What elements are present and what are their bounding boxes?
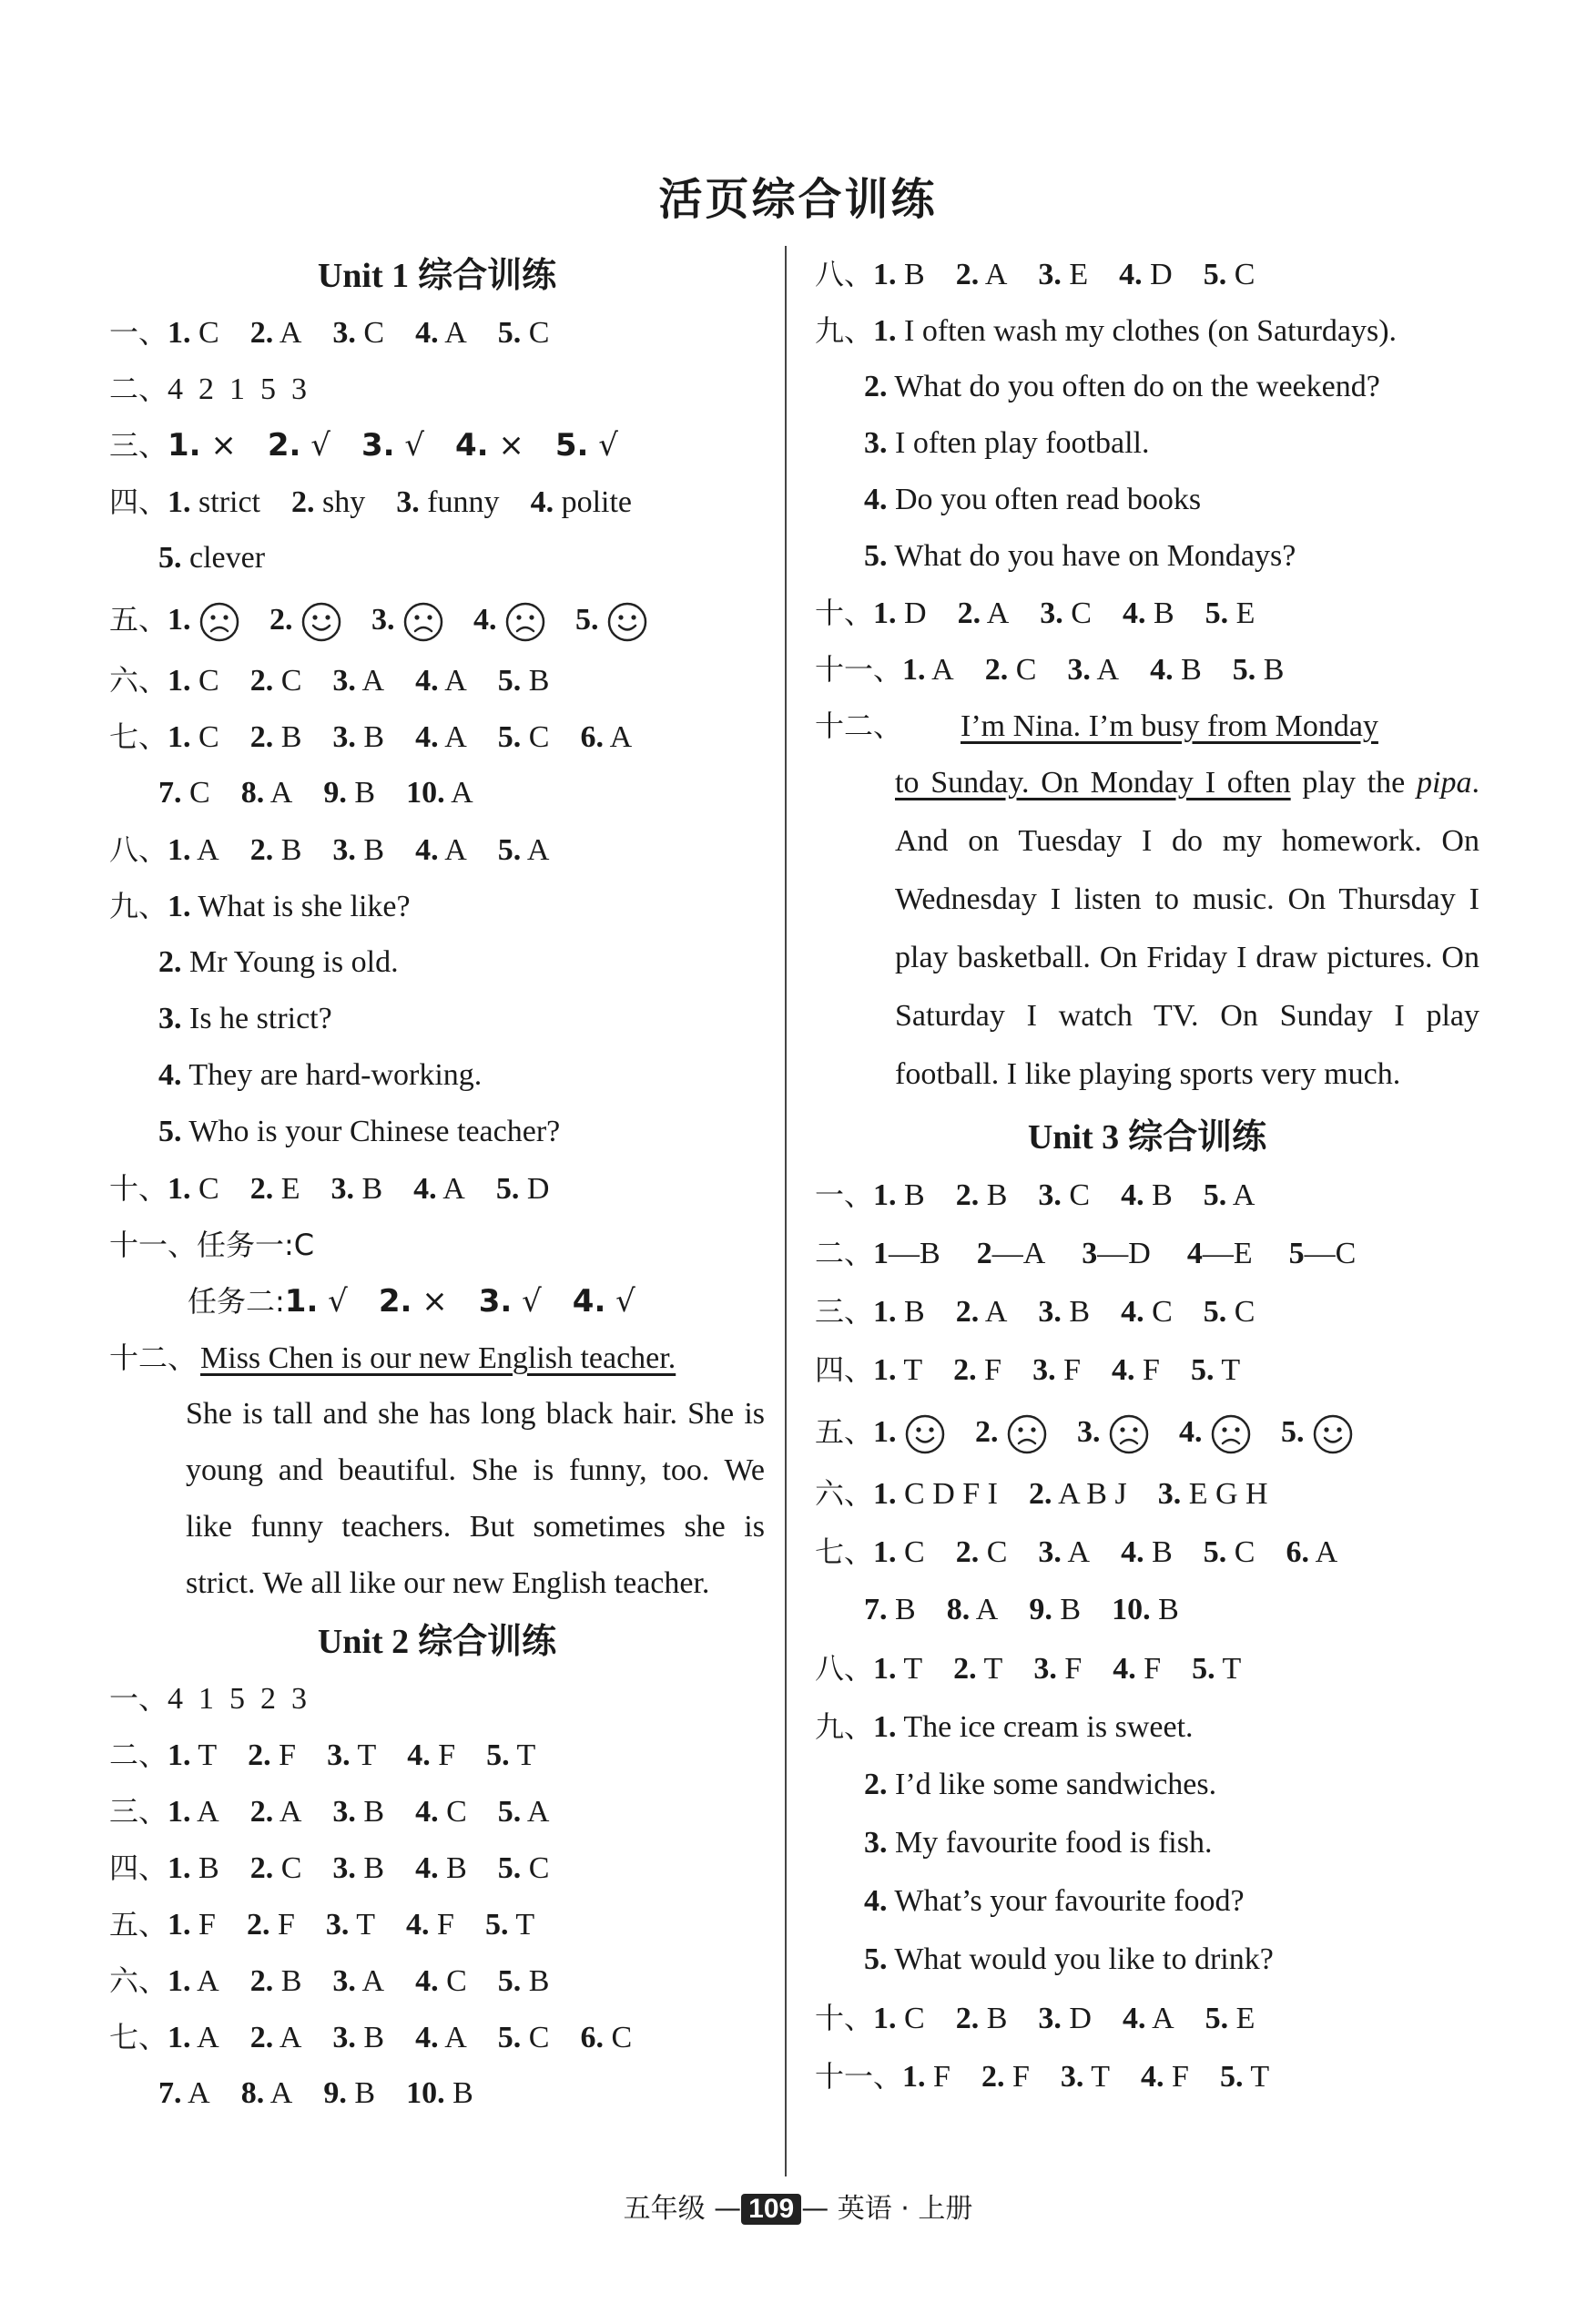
- answer-item: 1. C: [168, 1172, 219, 1206]
- frown-face-icon: [1006, 1413, 1048, 1455]
- answer-item: 3. E: [1038, 258, 1089, 291]
- u3-sec7-row1: 七、1. C 2. C 3. A 4. B 5. C 6. A: [815, 1523, 1479, 1581]
- smile-face-icon: [606, 601, 648, 643]
- unit2-title: Unit 2 综合训练: [317, 1621, 557, 1661]
- answer-item: 2. F: [981, 2060, 1030, 2094]
- answer-item: 9. B: [323, 2076, 376, 2110]
- answer-item: 7. B: [864, 1593, 916, 1626]
- frown-face-icon: [198, 601, 240, 643]
- answer-item: 9. B: [1029, 1593, 1082, 1626]
- answer-item: 4. B: [1121, 1535, 1173, 1569]
- answer-item: 2. A: [249, 316, 302, 350]
- u1-sec2: 二、4 2 1 5 3: [109, 372, 308, 406]
- answer-item: 4. ×: [455, 427, 524, 464]
- face-answer: 1.: [168, 587, 240, 653]
- answer-item: 3. funny: [396, 485, 500, 519]
- answer-item: 4. F: [406, 1908, 454, 1942]
- answer-item: 2. C: [249, 1851, 302, 1885]
- u1-sec11-task1: 十一、任务一:C: [109, 1228, 315, 1262]
- answer-item: 5. C: [497, 720, 550, 754]
- answer-item: 5. B: [1232, 653, 1285, 687]
- u1-sec9: 九、1. What is she like? 2. Mr Young is old. 3. Is he strict? 4. They are hard-working. 5. Who is your Chinese teacher?: [109, 889, 561, 1148]
- answer-item: 5—C: [1288, 1237, 1357, 1270]
- answer-item: 3. T: [1060, 2060, 1111, 2094]
- answer-item: 4. A: [415, 720, 467, 754]
- answer-item: 5. E: [1205, 2002, 1255, 2035]
- u1-sec3: 三、1. × 2. √ 3. √ 4. × 5. √: [109, 417, 765, 474]
- answer-item: 3. B: [332, 1851, 385, 1885]
- answer-item: 2—A: [976, 1237, 1046, 1270]
- answer-item: 3. √: [361, 427, 425, 464]
- answer-item: 7. A: [158, 2076, 210, 2110]
- answer-item: 1. C: [168, 720, 219, 754]
- u3-sec7-row2: [815, 1581, 1479, 1639]
- face-answer: 5.: [1281, 1400, 1354, 1465]
- answer-item: 5. C: [1203, 1295, 1255, 1329]
- unit3-title: Unit 3 综合训练: [1027, 1116, 1267, 1157]
- u1-sec1: 一、1. C 2. A 3. C 4. A 5. C: [109, 304, 765, 361]
- answer-item: 6. C: [580, 2021, 633, 2054]
- answer-item: 4. C: [415, 1795, 467, 1829]
- u2-sec7-row1: 七、1. A 2. A 3. B 4. A 5. C 6. C: [109, 2009, 765, 2065]
- answer-item: 1. B: [873, 1295, 925, 1329]
- answer-item: 1. A: [902, 653, 954, 687]
- u3-sec10: 十、1. C 2. B 3. D 4. A 5. E: [815, 1989, 1479, 2047]
- answer-item: 1. √: [284, 1283, 348, 1320]
- face-answer: 4.: [1179, 1400, 1252, 1465]
- face-answer: 5.: [575, 587, 648, 653]
- answer-item: 5. A: [1203, 1178, 1255, 1212]
- answer-item: 2. F: [248, 1738, 297, 1772]
- u3-sec6: 六、1. C D F I 2. A B J 3. E G H: [815, 1464, 1479, 1523]
- u1-sec7-row1: 七、1. C 2. B 3. B 4. A 5. C 6. A: [109, 708, 765, 765]
- answer-item: 3. C: [332, 316, 385, 350]
- answer-item: 2. B: [249, 833, 302, 867]
- answer-item: 4. C: [415, 1964, 467, 1998]
- answer-item: 2. ×: [378, 1283, 448, 1320]
- answer-item: 1. D: [873, 596, 927, 630]
- frown-face-icon: [1210, 1413, 1252, 1455]
- u3-sec11: 十一、1. F 2. F 3. T 4. F 5. T: [815, 2047, 1479, 2105]
- answer-item: 1. ×: [168, 427, 237, 464]
- answer-item: 3. A: [1067, 653, 1120, 687]
- answer-item: 1. T: [873, 1652, 923, 1686]
- answer-item: 6. A: [1286, 1535, 1338, 1569]
- answer-item: 2. A: [957, 596, 1010, 630]
- answer-item: 3. C: [1038, 1178, 1091, 1212]
- answer-item: 5. A: [497, 1795, 550, 1829]
- u2-sec11: 十一、1. A 2. C 3. A 4. B 5. B: [815, 641, 1479, 698]
- answer-item: 4. A: [413, 1172, 465, 1206]
- smile-face-icon: [300, 601, 342, 643]
- answer-item: 2. B: [955, 1178, 1008, 1212]
- u3-sec2: 二、1—B 2—A 3—D 4—E 5—C: [815, 1224, 1479, 1282]
- face-answer: 2.: [975, 1400, 1048, 1465]
- frown-face-icon: [1108, 1413, 1150, 1455]
- answer-item: 2. shy: [291, 485, 366, 519]
- answer-item: 3. √: [478, 1283, 542, 1320]
- right-column: [815, 246, 1479, 2105]
- answer-item: 3. F: [1033, 1652, 1083, 1686]
- answer-item: 3. B: [332, 2021, 385, 2054]
- face-answer: 2.: [269, 587, 342, 653]
- answer-item: 2. B: [249, 1964, 302, 1998]
- frown-face-icon: [402, 601, 444, 643]
- answer-item: 4. polite: [530, 485, 632, 519]
- answer-item: 2. T: [953, 1652, 1003, 1686]
- smile-face-icon: [1312, 1413, 1354, 1455]
- answer-item: 4. B: [415, 1851, 467, 1885]
- u3-sec1: 一、1. B 2. B 3. C 4. B 5. A: [815, 1166, 1479, 1224]
- answer-item: 5. C: [1203, 1535, 1255, 1569]
- footer-grade: 五年级: [623, 2193, 706, 2225]
- answer-item: 3. B: [332, 833, 385, 867]
- answer-item: 1. A: [168, 1964, 219, 1998]
- u1-sec10: 十、1. C 2. E 3. B 4. A 5. D: [109, 1160, 765, 1217]
- u3-sec3: 三、1. B 2. A 3. B 4. C 5. C: [815, 1282, 1479, 1340]
- answer-item: 5. C: [1203, 258, 1255, 291]
- answer-item: 3. T: [327, 1738, 377, 1772]
- answer-item: 4. A: [415, 2021, 467, 2054]
- answer-item: 1. A: [168, 2021, 219, 2054]
- answer-item: 5. T: [1219, 2060, 1270, 2094]
- answer-item: 2. A: [955, 258, 1008, 291]
- u2-sec3: 三、1. A 2. A 3. B 4. C 5. A: [109, 1783, 765, 1840]
- u3-sec5: 五、1. 2. 3. 4. 5.: [815, 1399, 1479, 1464]
- answer-item: 2. F: [246, 1908, 295, 1942]
- answer-item: 1. T: [168, 1738, 218, 1772]
- unit1-title: Unit 1 综合训练: [317, 255, 557, 295]
- u3-sec8: 八、1. T 2. T 3. F 4. F 5. T: [815, 1639, 1479, 1697]
- answer-item: 5. C: [497, 316, 550, 350]
- answer-item: 2. A B J: [1028, 1477, 1127, 1511]
- answer-item: 2. B: [955, 2002, 1008, 2035]
- answer-item: 4. C: [1121, 1295, 1173, 1329]
- answer-item: 3—D: [1082, 1237, 1151, 1270]
- answer-item: 1. C: [168, 316, 219, 350]
- u1-sec8: 八、1. A 2. B 3. B 4. A 5. A: [109, 821, 765, 878]
- answer-item: 5. A: [497, 833, 550, 867]
- u2-sec9: 九、1. I often wash my clothes (on Saturdays). 2. What do you often do on the weekend? 3. I often play football. 4. Do you often read books 5. What do you have on Mondays?: [815, 313, 1398, 573]
- u1-sec6: 六、1. C 2. C 3. A 4. A 5. B: [109, 652, 765, 708]
- answer-item: 1. A: [168, 833, 219, 867]
- left-column: [109, 246, 765, 2122]
- answer-item: 4. F: [1141, 2060, 1189, 2094]
- answer-item: 5. T: [1192, 1652, 1242, 1686]
- answer-item: 3. B: [332, 1795, 385, 1829]
- answer-item: 2. A: [249, 1795, 302, 1829]
- u1-sec7-row2: [109, 765, 765, 821]
- face-answer: 1.: [873, 1400, 946, 1465]
- answer-item: 2. B: [249, 720, 302, 754]
- answer-item: 5. D: [495, 1172, 550, 1206]
- answer-item: 3. B: [330, 1172, 383, 1206]
- u1-sec11-task2: 任务二:1. √ 2. × 3. √ 4. √: [109, 1273, 765, 1330]
- answer-item: 8. A: [946, 1593, 999, 1626]
- u2-sec8: 八、1. B 2. A 3. E 4. D 5. C: [815, 246, 1479, 302]
- answer-item: 1. F: [902, 2060, 950, 2094]
- answer-item: 9. B: [323, 776, 376, 810]
- answer-item: 5. B: [497, 1964, 550, 1998]
- answer-item: 4. D: [1119, 258, 1173, 291]
- answer-item: 4—E: [1186, 1237, 1253, 1270]
- answer-item: 5. B: [497, 664, 550, 698]
- answer-item: 5. T: [484, 1908, 535, 1942]
- answer-item: 4. F: [407, 1738, 456, 1772]
- answer-item: 5. T: [1190, 1353, 1241, 1387]
- answer-item: 1—B: [873, 1237, 940, 1270]
- answer-item: 3. C: [1040, 596, 1092, 630]
- u1-sec12: 十二、 Miss Chen is our new English teacher. She is tall and she has long black hair. She is young and beautiful. She is funny, too. We like funny teachers. But sometimes she is strict. We all like our new English teacher.: [109, 1340, 765, 1600]
- answer-item: 1. B: [873, 1178, 925, 1212]
- face-answer: 3.: [1077, 1400, 1150, 1465]
- page-title: 活页综合训练: [658, 174, 938, 225]
- answer-item: 2. C: [249, 664, 302, 698]
- answer-item: 2. √: [267, 427, 330, 464]
- answer-item: 3. B: [332, 720, 385, 754]
- answer-item: 1. B: [873, 258, 925, 291]
- answer-item: 3. A: [332, 664, 385, 698]
- answer-item: 1. F: [168, 1908, 216, 1942]
- u2-sec10: 十、1. D 2. A 3. C 4. B 5. E: [815, 585, 1479, 641]
- answer-item: 1. B: [168, 1851, 219, 1885]
- answer-item: 8. A: [240, 776, 293, 810]
- answer-item: 3. A: [1038, 1535, 1091, 1569]
- answer-item: 2. A: [249, 2021, 302, 2054]
- answer-item: 10. B: [406, 2076, 473, 2110]
- answer-item: 3. E G H: [1157, 1477, 1268, 1511]
- answer-item: 2. A: [955, 1295, 1008, 1329]
- answer-item: 4. B: [1121, 1178, 1173, 1212]
- answer-item: 3. B: [1038, 1295, 1091, 1329]
- answer-item: 2. C: [984, 653, 1037, 687]
- face-answer: 3.: [371, 587, 444, 653]
- answer-item: 3. D: [1038, 2002, 1092, 2035]
- answer-item: 1. A: [168, 1795, 219, 1829]
- answer-item: 4. B: [1122, 596, 1174, 630]
- answer-item: 4. F: [1112, 1353, 1160, 1387]
- answer-item: 5. √: [554, 427, 618, 464]
- answer-item: 8. A: [240, 2076, 293, 2110]
- answer-item: 2. F: [953, 1353, 1002, 1387]
- answer-item: 1. strict: [168, 485, 260, 519]
- u2-sec4: 四、1. B 2. C 3. B 4. B 5. C: [109, 1840, 765, 1896]
- face-answer: 4.: [473, 587, 546, 653]
- smile-face-icon: [904, 1413, 946, 1455]
- column-divider: [785, 246, 787, 2176]
- answer-item: 6. A: [580, 720, 633, 754]
- answer-item: 4. A: [1122, 2002, 1174, 2035]
- answer-item: 2. E: [249, 1172, 300, 1206]
- answer-item: 3. A: [332, 1964, 385, 1998]
- answer-item: 1. C D F I: [873, 1477, 998, 1511]
- u2-sec12: 十二、 I’m Nina. I’m busy from Monday to Sunday. On Monday I often play the pipa. And on Tuesday I do my homework. On Wednesday I listen to music. On Thursday I play basketball. On Friday I draw pictures. On Saturday I watch TV. On Sunday I play football. I like playing sports very much.: [815, 708, 1479, 1091]
- answer-item: 4. B: [1150, 653, 1202, 687]
- answer-item: 1. C: [873, 1535, 925, 1569]
- answer-item: 5. T: [486, 1738, 536, 1772]
- answer-item: 3. F: [1032, 1353, 1082, 1387]
- answer-item: 2. C: [955, 1535, 1008, 1569]
- answer-item: 1. T: [873, 1353, 923, 1387]
- u2-sec2: 二、1. T 2. F 3. T 4. F 5. T: [109, 1727, 765, 1783]
- answer-item: 7. C: [158, 776, 210, 810]
- answer-item: 1. C: [873, 2002, 925, 2035]
- u2-sec5: 五、1. F 2. F 3. T 4. F 5. T: [109, 1896, 765, 1952]
- u2-sec7-row2: [109, 2065, 765, 2122]
- answer-item: 1. C: [168, 664, 219, 698]
- answer-item: 4. √: [572, 1283, 635, 1320]
- u3-sec9: 九、1. The ice cream is sweet. 2. I’d like some sandwiches. 3. My favourite food is fish. 4. What’s your favourite food? 5. What would you like to drink?: [815, 1709, 1274, 1976]
- answer-item: 5. C: [497, 1851, 550, 1885]
- answer-item: 3. T: [325, 1908, 376, 1942]
- answer-item: 4. A: [415, 316, 467, 350]
- u3-sec4: 四、1. T 2. F 3. F 4. F 5. T: [815, 1340, 1479, 1399]
- footer-subject: 英语 · 上册: [837, 2193, 973, 2225]
- answer-item: 5. E: [1205, 596, 1255, 630]
- frown-face-icon: [504, 601, 546, 643]
- u1-sec5: 五、1. 2. 3. 4. 5.: [109, 586, 765, 652]
- u2-sec1: 一、4 1 5 2 3: [109, 1681, 308, 1716]
- answer-item: 10. A: [406, 776, 473, 810]
- answer-item: 4. F: [1113, 1652, 1162, 1686]
- answer-item: 10. B: [1112, 1593, 1179, 1626]
- u2-sec6: 六、1. A 2. B 3. A 4. C 5. B: [109, 1952, 765, 2009]
- u1-sec4: 四、1. strict 2. shy 3. funny 4. polite: [109, 474, 765, 530]
- answer-item: 5. C: [497, 2021, 550, 2054]
- u1-sec4-item5: 5. clever: [158, 541, 266, 575]
- page-number: 109: [741, 2194, 801, 2225]
- answer-item: 4. A: [415, 664, 467, 698]
- answer-item: 4. A: [415, 833, 467, 867]
- page-footer: 五年级 — 109 — 英语 · 上册: [623, 2193, 973, 2225]
